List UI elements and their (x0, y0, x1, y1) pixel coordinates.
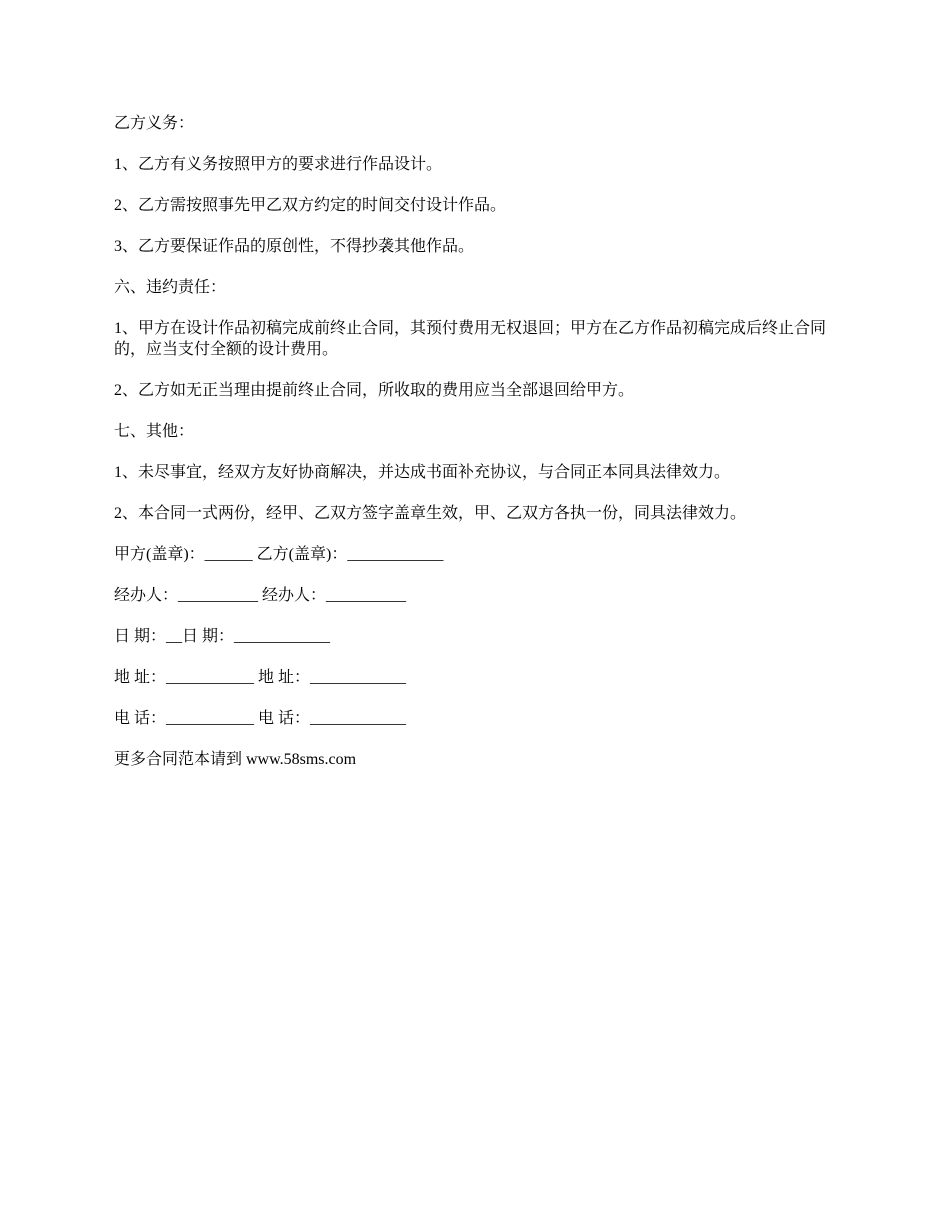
clause-breach-1: 1、甲方在设计作品初稿完成前终止合同，其预付费用无权退回；甲方在乙方作品初稿完成后终止合同的，应当支付全额的设计费用。 (114, 320, 827, 358)
heading-party-b-obligations: 乙方义务： (114, 115, 195, 132)
heading-other: 七、其他： (114, 423, 195, 440)
clause-other-1: 1、未尽事宜，经双方友好协商解决，并达成书面补充协议，与合同正本同具法律效力。 (114, 464, 731, 481)
signature-seal-line: 甲方(盖章)：______ 乙方(盖章)：____________ (114, 546, 444, 563)
signature-handler-line: 经办人：__________ 经办人：__________ (114, 587, 407, 604)
signature-address-line: 地 址：___________ 地 址：____________ (114, 669, 407, 686)
clause-breach-2: 2、乙方如无正当理由提前终止合同，所收取的费用应当全部退回给甲方。 (114, 382, 635, 399)
signature-phone-line: 电 话：___________ 电 话：____________ (114, 710, 407, 727)
clause-other-2: 2、本合同一式两份，经甲、乙双方签字盖章生效，甲、乙双方各执一份，同具法律效力。 (114, 505, 747, 522)
signature-date-line: 日 期：__日 期：____________ (114, 628, 331, 645)
document-body (114, 113, 838, 790)
clause-b-2: 2、乙方需按照事先甲乙双方约定的时间交付设计作品。 (114, 197, 507, 214)
clause-b-3: 3、乙方要保证作品的原创性，不得抄袭其他作品。 (114, 238, 475, 255)
footer-source-note: 更多合同范本请到 www.58sms.com (114, 751, 357, 768)
clause-b-1: 1、乙方有义务按照甲方的要求进行作品设计。 (114, 156, 443, 173)
heading-breach-liability: 六、违约责任： (114, 279, 227, 296)
